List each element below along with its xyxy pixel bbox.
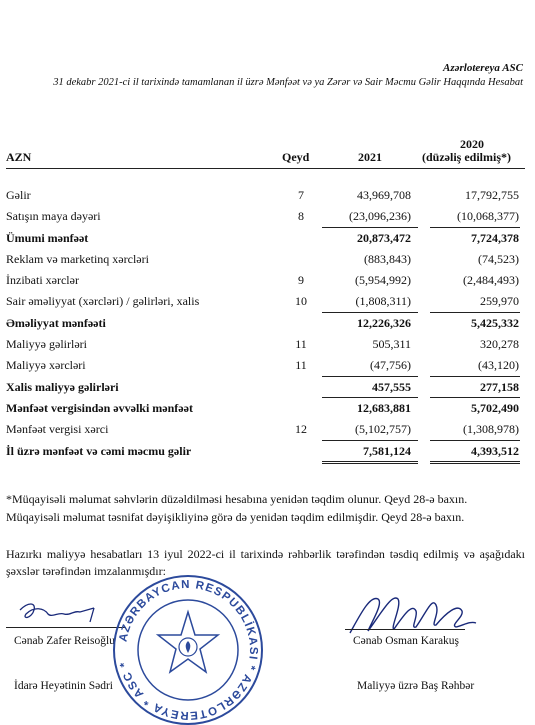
row-label: Əməliyyat mənfəəti [6,316,106,330]
row-value-2021: 12,683,881 [357,401,411,415]
row-value-2020: 4,393,512 [471,444,519,458]
row-value-2021: 12,226,326 [357,316,411,330]
row-label: Maliyyə gəlirləri [6,337,87,351]
row-value-2020: (10,068,377) [457,209,519,223]
col-header-2021: 2021 [358,150,382,164]
col-header-currency: AZN [6,150,32,164]
row-value-2020: 259,970 [480,294,519,308]
report-subtitle: 31 dekabr 2021-ci il tarixində tamamlanan il üzrə Mənfəət və ya Zərər və Sair Məcmu Gəlir Haqqında Hesabat [53,77,523,88]
row-value-2021: (23,096,236) [349,209,411,223]
stamp-text: AZƏRBAYCAN RESPUBLİKASI * AZƏRLOTEREYA * ASC * [117,578,260,722]
subtotal-rule [322,312,418,313]
col-header-2020: 2020 [460,137,484,151]
subtotal-rule [430,440,520,441]
company-name: Azərlotereya ASC [443,62,523,74]
footnote-1: *Müqayisəli məlumat səhvlərin düzəldilməsi hesabına yenidən təqdim olunur. Qeyd 28-ə baxın. [6,492,468,506]
signature-line-right [345,629,465,630]
row-value-2020: (43,120) [478,358,519,372]
subtotal-rule [430,397,520,398]
row-note: 8 [298,209,304,223]
row-label: Satışın maya dəyəri [6,209,101,223]
row-note: 7 [298,188,304,202]
table-row [6,273,525,291]
table-row [6,380,525,398]
row-note: 9 [298,273,304,287]
subtotal-rule [430,227,520,228]
row-value-2020: 7,724,378 [471,231,519,245]
subtotal-rule [430,376,520,377]
row-label: Mənfəət vergisindən əvvəlki mənfəət [6,401,193,415]
subtotal-rule [322,397,418,398]
footnote-2: Müqayisəli məlumat təsnifat dəyişikliyinə görə də yenidən təqdim edilmişdir. Qeyd 28-ə baxın. [6,510,465,524]
row-label: İl üzrə mənfəət və cəmi məcmu gəlir [6,444,192,458]
table-row [6,358,525,376]
table-row [6,294,525,312]
row-value-2020: 5,702,490 [471,401,519,415]
row-label: Sair əməliyyat (xərcləri) / gəlirləri, xalis [6,294,200,308]
row-label: İnzibati xərclər [6,273,79,287]
row-value-2021: 43,969,708 [357,188,411,202]
row-value-2021: (5,954,992) [355,273,411,287]
row-note: 10 [295,294,307,308]
total-double-rule [322,461,418,462]
row-note: 11 [295,358,307,372]
row-note: 11 [295,337,307,351]
table-row [6,252,525,270]
row-label: Reklam və marketinq xərcləri [6,252,149,266]
row-label: Xalis maliyyə gəlirləri [6,380,119,394]
total-double-rule [322,463,418,464]
table-row [6,337,525,355]
row-label: Mənfəət vergisi xərci [6,422,109,436]
company-stamp [108,575,268,725]
row-value-2021: 505,311 [372,337,411,351]
subtotal-rule [322,227,418,228]
col-header-2020-restated: (düzəliş edilmiş*) [422,150,511,164]
table-row [6,401,525,419]
row-label: Gəlir [6,188,31,202]
table-row [6,209,525,227]
row-label: Ümumi mənfəət [6,231,89,245]
table-row [6,188,525,206]
row-value-2020: 320,278 [480,337,519,351]
row-value-2020: 5,425,332 [471,316,519,330]
row-value-2020: 17,792,755 [465,188,519,202]
row-value-2021: (1,808,311) [355,294,411,308]
row-value-2021: 457,555 [372,380,411,394]
row-value-2020: (1,308,978) [463,422,519,436]
signatory-right-title: Maliyyə üzrə Baş Rəhbər [357,680,475,692]
signature-left [14,596,114,626]
header-rule [6,168,525,169]
row-value-2020: 277,158 [480,380,519,394]
table-row [6,231,525,249]
total-double-rule [430,461,520,462]
row-value-2021: 7,581,124 [363,444,411,458]
row-value-2021: (883,843) [364,252,411,266]
subtotal-rule [322,376,418,377]
table-row [6,316,525,334]
total-double-rule [430,463,520,464]
col-header-note: Qeyd [282,150,310,164]
table-row [6,422,525,440]
row-note: 12 [295,422,307,436]
table-row [6,444,525,462]
signatory-left-name: Cənab Zafer Reisoğlu [14,635,115,647]
row-value-2020: (74,523) [478,252,519,266]
approval-statement: Hazırkı maliyyə hesabatları 13 iyul 2022-ci il tarixində rəhbərlik tərəfindən təsdiq edilmiş və aşağıdakı şəxslər tərəfindən imzalanmışdır: [6,547,525,578]
row-label: Maliyyə xərcləri [6,358,86,372]
subtotal-rule [322,440,418,441]
row-value-2021: (5,102,757) [355,422,411,436]
subtotal-rule [430,312,520,313]
signatory-left-title: İdarə Heyətinin Sədri [14,680,113,692]
signatory-right-name: Cənab Osman Karakuş [353,635,460,647]
row-value-2021: 20,873,472 [357,231,411,245]
row-value-2020: (2,484,493) [463,273,519,287]
row-value-2021: (47,756) [370,358,411,372]
